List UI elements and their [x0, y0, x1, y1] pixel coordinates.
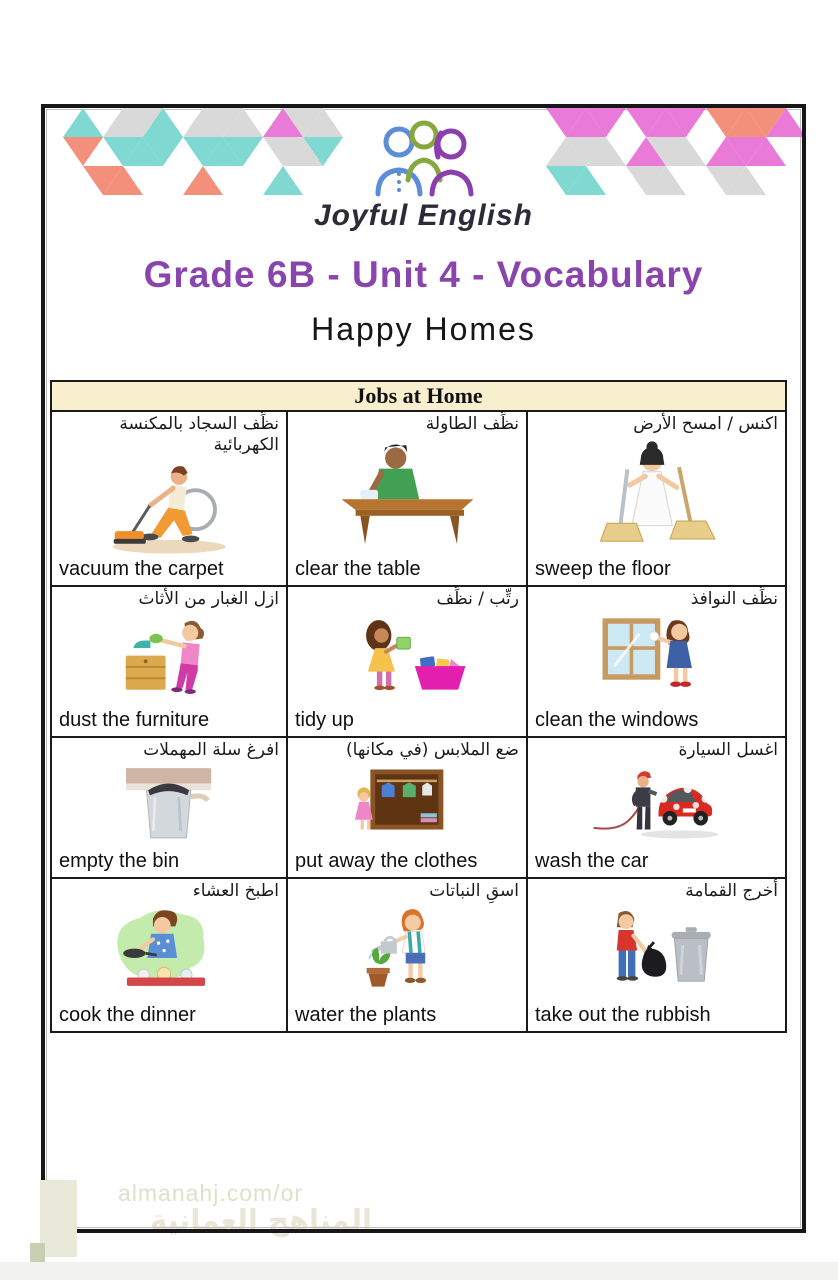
arabic-label: نظِّف النوافذ: [690, 589, 778, 609]
watermark-arabic: المناهج العمانية: [150, 1203, 372, 1237]
arabic-label: ازل الغبار من الأثاث: [138, 589, 279, 609]
arabic-label: نظِّف السجاد بالمكنسة الكهربائية: [119, 414, 279, 456]
vocab-cell-tidy-up: [288, 587, 528, 738]
vocab-cell-sweep-floor: [528, 412, 785, 587]
illustration: [528, 610, 785, 709]
logo: [45, 118, 802, 233]
logo-text: Joyful English: [313, 199, 534, 232]
english-label: clean the windows: [535, 709, 699, 731]
arabic-label: أخرج القمامة: [685, 881, 778, 901]
english-label: cook the dinner: [59, 1004, 196, 1026]
page-subtitle: Happy Homes: [311, 311, 536, 347]
arabic-label: اغسل السيارة: [678, 740, 778, 760]
vocab-cell-empty-bin: [52, 738, 288, 879]
english-label: vacuum the carpet: [59, 558, 224, 580]
cook-dinner-illustration: [99, 904, 239, 1002]
arabic-label: اسقِ النباتات: [429, 881, 519, 901]
illustration: [288, 902, 526, 1004]
wash-car-illustration: [592, 763, 722, 848]
page-frame: [41, 104, 806, 1233]
illustration: [288, 610, 526, 709]
english-label: empty the bin: [59, 850, 180, 872]
tidy-up-illustration: [339, 612, 474, 707]
vocab-cell-water-plants: [288, 879, 528, 1031]
illustration: [288, 761, 526, 850]
english-label: water the plants: [295, 1004, 437, 1026]
dust-furniture-illustration: [103, 612, 236, 707]
vocab-cell-dust-furniture: [52, 587, 288, 738]
logo-people-icon: [354, 118, 494, 198]
vocab-cell-clear-table: [288, 412, 528, 587]
clean-windows-illustration: [589, 612, 724, 707]
vocab-cell-cook-dinner: [52, 879, 288, 1031]
watermark-block: [40, 1180, 77, 1257]
vocab-table: [50, 380, 787, 1033]
vocab-cell-clean-windows: [528, 587, 785, 738]
vocab-cell-put-away-clothes: [288, 738, 528, 879]
illustration: [528, 435, 785, 558]
sweep-floor-illustration: [578, 438, 735, 556]
illustration: [52, 761, 286, 850]
english-label: wash the car: [535, 850, 649, 872]
arabic-label: ضع الملابس (في مكانها): [346, 740, 519, 760]
vocab-cell-take-out-rubbish: [528, 879, 785, 1031]
english-label: dust the furniture: [59, 709, 210, 731]
empty-bin-illustration: [109, 763, 228, 848]
put-away-clothes-illustration: [346, 763, 468, 848]
arabic-label: اطبخ العشاء: [192, 881, 279, 901]
arabic-label: رتِّب / نظِّف: [436, 589, 519, 609]
arabic-label: نظِّف الطاولة: [425, 414, 519, 434]
vocab-cell-wash-car: [528, 738, 785, 879]
bottom-scan-band: [0, 1262, 838, 1280]
english-label: tidy up: [295, 709, 354, 731]
take-out-rubbish-illustration: [587, 904, 727, 1002]
water-plants-illustration: [340, 904, 473, 1002]
illustration: [52, 610, 286, 709]
english-label: put away the clothes: [295, 850, 478, 872]
vacuum-carpet-illustration: [101, 459, 237, 556]
illustration: [288, 435, 526, 558]
table-title: Jobs at Home: [52, 382, 785, 412]
watermark-block-small: [30, 1243, 45, 1262]
arabic-label: اكنس / امسح الأرض: [633, 414, 778, 434]
english-label: sweep the floor: [535, 558, 671, 580]
arabic-label: افرغ سلة المهملات: [143, 740, 279, 760]
page-title: Grade 6B - Unit 4 - Vocabulary: [143, 254, 704, 295]
english-label: take out the rubbish: [535, 1004, 711, 1026]
illustration: [52, 457, 286, 559]
clear-table-illustration: [325, 438, 490, 556]
illustration: [528, 761, 785, 850]
watermark-url: almanahj.com/or: [118, 1180, 304, 1206]
vocab-cell-vacuum-carpet: [52, 412, 288, 587]
illustration: [528, 902, 785, 1004]
english-label: clear the table: [295, 558, 421, 580]
illustration: [52, 902, 286, 1004]
